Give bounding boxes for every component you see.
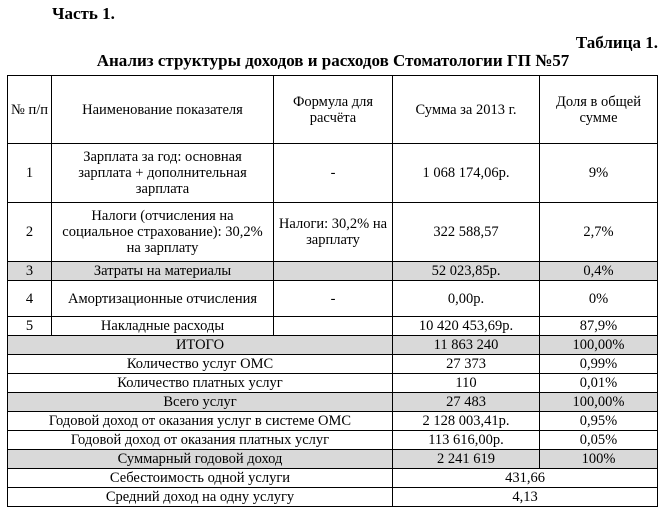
merged-value: 4,13 xyxy=(393,488,658,507)
summary-sum: 113 616,00р. xyxy=(393,431,540,450)
summary-row xyxy=(8,450,658,469)
summary-row xyxy=(8,336,658,355)
merged-row xyxy=(8,488,658,507)
col-header-sum: Сумма за 2013 г. xyxy=(393,76,540,144)
row-formula xyxy=(274,262,393,281)
row-share: 2,7% xyxy=(540,203,658,262)
summary-label: Годовой доход от оказания услуг в системе ОМС xyxy=(8,412,393,431)
row-share: 87,9% xyxy=(540,317,658,336)
row-name: Налоги (отчисления на социальное страхование): 30,2% на зарплату xyxy=(52,203,274,262)
summary-share: 0,05% xyxy=(540,431,658,450)
income-expense-table xyxy=(7,75,658,507)
col-header-name: Наименование показателя xyxy=(52,76,274,144)
row-num: 3 xyxy=(8,262,52,281)
table-number: Таблица 1. xyxy=(575,33,658,52)
col-header-num: № п/п xyxy=(8,76,52,144)
row-formula xyxy=(274,317,393,336)
summary-row xyxy=(8,374,658,393)
merged-row xyxy=(8,469,658,488)
summary-row xyxy=(8,355,658,374)
row-name: Накладные расходы xyxy=(52,317,274,336)
row-share: 9% xyxy=(540,144,658,203)
summary-share: 100,00% xyxy=(540,393,658,412)
row-formula: Налоги: 30,2% на зарплату xyxy=(274,203,393,262)
summary-label: Количество платных услуг xyxy=(8,374,393,393)
table-header-row xyxy=(8,76,658,144)
row-formula: - xyxy=(274,144,393,203)
merged-label: Себестоимость одной услуги xyxy=(8,469,393,488)
merged-label: Средний доход на одну услугу xyxy=(8,488,393,507)
table-row xyxy=(8,281,658,317)
row-name: Амортизационные отчисления xyxy=(52,281,274,317)
summary-share: 100% xyxy=(540,450,658,469)
row-num: 2 xyxy=(8,203,52,262)
row-formula: - xyxy=(274,281,393,317)
table-row xyxy=(8,317,658,336)
summary-row xyxy=(8,393,658,412)
summary-row xyxy=(8,431,658,450)
table-row xyxy=(8,144,658,203)
summary-share: 100,00% xyxy=(540,336,658,355)
summary-row xyxy=(8,412,658,431)
summary-label: ИТОГО xyxy=(8,336,393,355)
table-row xyxy=(8,262,658,281)
summary-label: Годовой доход от оказания платных услуг xyxy=(8,431,393,450)
row-share: 0% xyxy=(540,281,658,317)
row-share: 0,4% xyxy=(540,262,658,281)
row-name: Зарплата за год: основная зарплата + дополнительная зарплата xyxy=(52,144,274,203)
summary-sum: 110 xyxy=(393,374,540,393)
row-sum: 1 068 174,06р. xyxy=(393,144,540,203)
row-num: 1 xyxy=(8,144,52,203)
row-num: 5 xyxy=(8,317,52,336)
table-row xyxy=(8,203,658,262)
summary-share: 0,99% xyxy=(540,355,658,374)
row-sum: 10 420 453,69р. xyxy=(393,317,540,336)
summary-share: 0,95% xyxy=(540,412,658,431)
col-header-share: Доля в общей сумме xyxy=(540,76,658,144)
summary-label: Всего услуг xyxy=(8,393,393,412)
summary-sum: 2 241 619 xyxy=(393,450,540,469)
merged-value: 431,66 xyxy=(393,469,658,488)
col-header-formula: Формула для расчёта xyxy=(274,76,393,144)
summary-sum: 2 128 003,41р. xyxy=(393,412,540,431)
summary-sum: 11 863 240 xyxy=(393,336,540,355)
row-sum: 52 023,85р. xyxy=(393,262,540,281)
table-title: Анализ структуры доходов и расходов Стоматологии ГП №57 xyxy=(96,51,570,70)
row-sum: 322 588,57 xyxy=(393,203,540,262)
summary-sum: 27 483 xyxy=(393,393,540,412)
summary-label: Количество услуг ОМС xyxy=(8,355,393,374)
part-heading: Часть 1. xyxy=(52,4,115,23)
summary-share: 0,01% xyxy=(540,374,658,393)
row-name: Затраты на материалы xyxy=(52,262,274,281)
row-num: 4 xyxy=(8,281,52,317)
summary-sum: 27 373 xyxy=(393,355,540,374)
row-sum: 0,00р. xyxy=(393,281,540,317)
summary-label: Суммарный годовой доход xyxy=(8,450,393,469)
